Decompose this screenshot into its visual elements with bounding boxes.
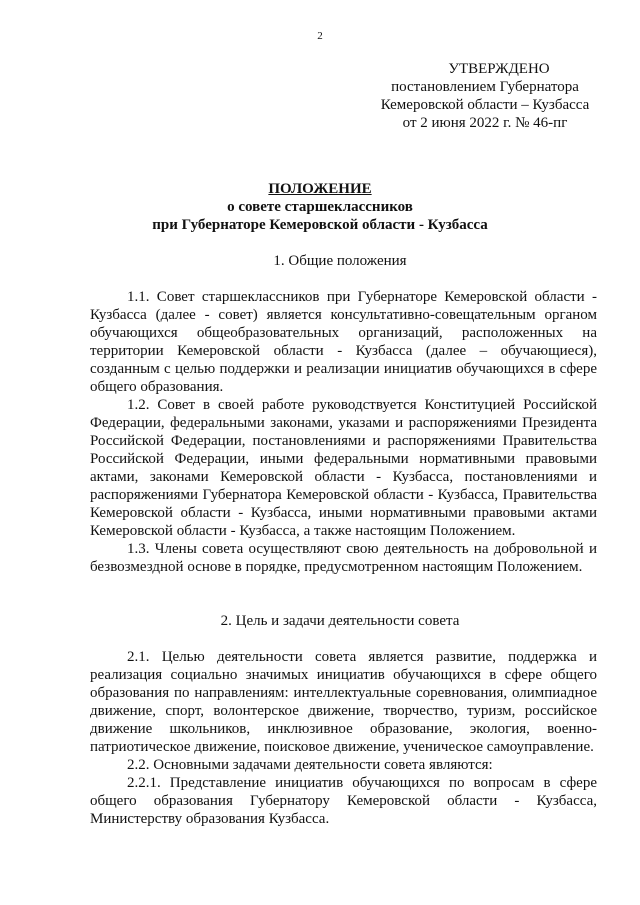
page-number: 2: [317, 30, 323, 42]
section-1-body: [90, 288, 597, 576]
paragraph-1-2: 1.2. Совет в своей работе руководствуется Конституцией Российской Федерации, федеральными законами, указами и распоряжениями Президента Российской Федерации, постановлениями и распоряжениями Правительства Российской Федерации, иными федеральными нормативными правовыми актами, законами Кемеровской области - Кузбасса, постановлениями и распоряжениями Губернатора Кемеровской области - Кузбасса, Правительства Кемеровской области - Кузбасса, иными нормативными правовыми актами Кемеровской области - Кузбасса, а также настоящим Положением.: [90, 397, 597, 539]
document-title: [80, 180, 560, 234]
section-2-body: [90, 648, 597, 828]
paragraph-2-2: 2.2. Основными задачами деятельности совета являются:: [127, 757, 493, 773]
title-subtitle-1: о совете старшеклассников: [227, 199, 413, 215]
approval-line-4: от 2 июня 2022 г. № 46-пг: [402, 115, 568, 131]
approval-line-2: постановлением Губернатора: [391, 79, 579, 95]
section-2-heading: 2. Цель и задачи деятельности совета: [220, 613, 460, 629]
paragraph-2-1: 2.1. Целью деятельности совета является развитие, поддержка и реализация социально значимых инициатив обучающихся в сфере общего образования по направлениям: интеллектуальные соревнования, олимпиадное движение, спорт, волонтерское движение, творчество, туризм, российское движение школьников, инклюзивное образование, экология, военно-патриотическое движение, поисковое движение, ученическое самоуправление.: [90, 649, 597, 755]
title-main: ПОЛОЖЕНИЕ: [268, 181, 372, 197]
title-subtitle-2: при Губернаторе Кемеровской области - Кузбасса: [152, 217, 488, 233]
paragraph-1-3: 1.3. Члены совета осуществляют свою деятельность на добровольной и безвозмездной основе в порядке, предусмотренном настоящим Положением.: [90, 541, 597, 575]
section-1-heading: 1. Общие положения: [273, 253, 407, 269]
paragraph-2-2-1: 2.2.1. Представление инициатив обучающихся по вопросам в сфере общего образования Губернатору Кемеровской области - Кузбасса, Министерству образования Кузбасса.: [90, 775, 597, 827]
approval-line-1: УТВЕРЖДЕНО: [448, 61, 550, 77]
approval-line-3: Кемеровской области – Кузбасса: [380, 97, 590, 113]
approval-stamp: [360, 60, 610, 132]
paragraph-1-1: 1.1. Совет старшеклассников при Губернаторе Кемеровской области - Кузбасса (далее - совет) является консультативно-совещательным органом обучающихся общеобразовательных организаций, расположенных на территории Кемеровской области - Кузбасса (далее – обучающиеся), созданным с целью поддержки и реализации инициатив обучающихся в сфере общего образования.: [90, 289, 597, 395]
